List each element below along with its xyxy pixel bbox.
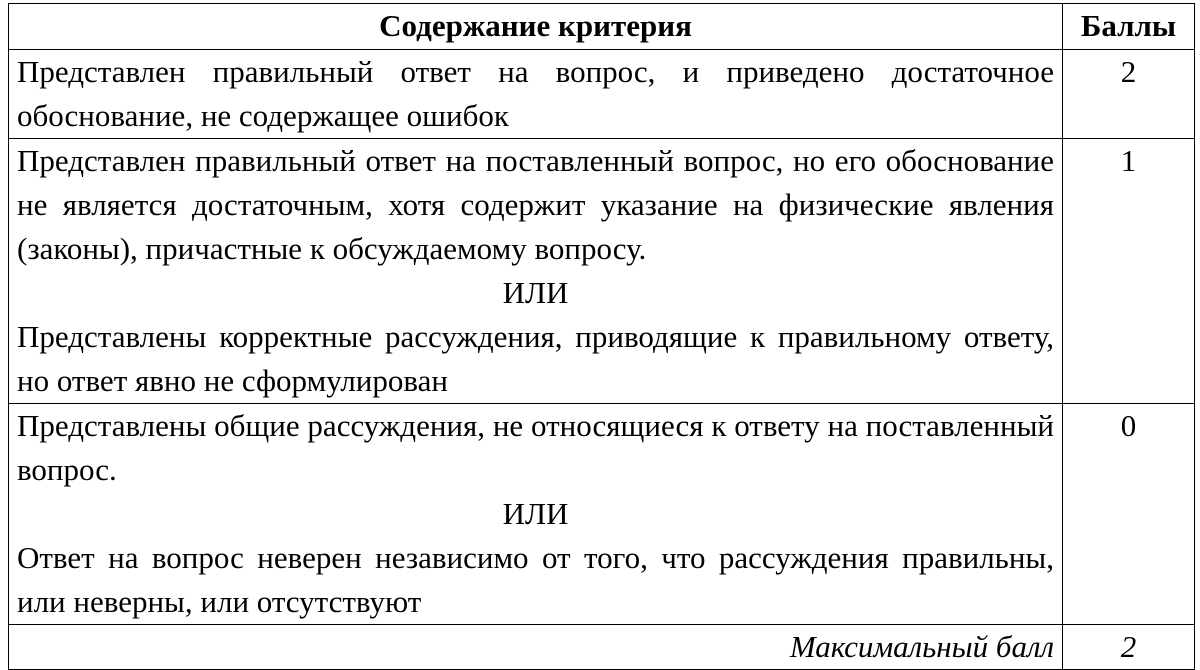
criterion-column-header: Содержание критерия [9,4,1063,50]
max-score-label: Максимальный балл [9,625,1063,670]
or-separator: ИЛИ [502,496,569,531]
table-row [9,50,1195,139]
table-header-row [9,4,1195,50]
scoring-criteria-table [8,3,1195,670]
criterion-cell [9,139,1063,404]
points-column-header: Баллы [1063,4,1195,50]
points-cell: 1 [1063,139,1195,404]
table-row [9,139,1195,404]
criterion-cell [9,50,1063,139]
criterion-text: Представлен правильный ответ на поставленный вопрос, но его обоснование не является достаточным, хотя содержит указание на физические явления (законы), причастные к обсуждаемому вопросу. [17,143,1054,266]
max-score-value: 2 [1063,625,1195,670]
or-separator: ИЛИ [502,275,569,310]
criterion-text: Ответ на вопрос неверен независимо от того, что рассуждения правильны, или неверны, или отсутствуют [17,540,1054,619]
criterion-cell [9,404,1063,625]
criterion-text: Представлены общие рассуждения, не относящиеся к ответу на поставленный вопрос. [17,408,1054,487]
total-row [9,625,1195,670]
points-cell: 2 [1063,50,1195,139]
criterion-text: Представлены корректные рассуждения, приводящие к правильному ответу, но ответ явно не сформулирован [17,319,1054,398]
criterion-text: Представлен правильный ответ на вопрос, и приведено достаточное обоснование, не содержащее ошибок [17,54,1054,133]
points-cell: 0 [1063,404,1195,625]
table-row [9,404,1195,625]
